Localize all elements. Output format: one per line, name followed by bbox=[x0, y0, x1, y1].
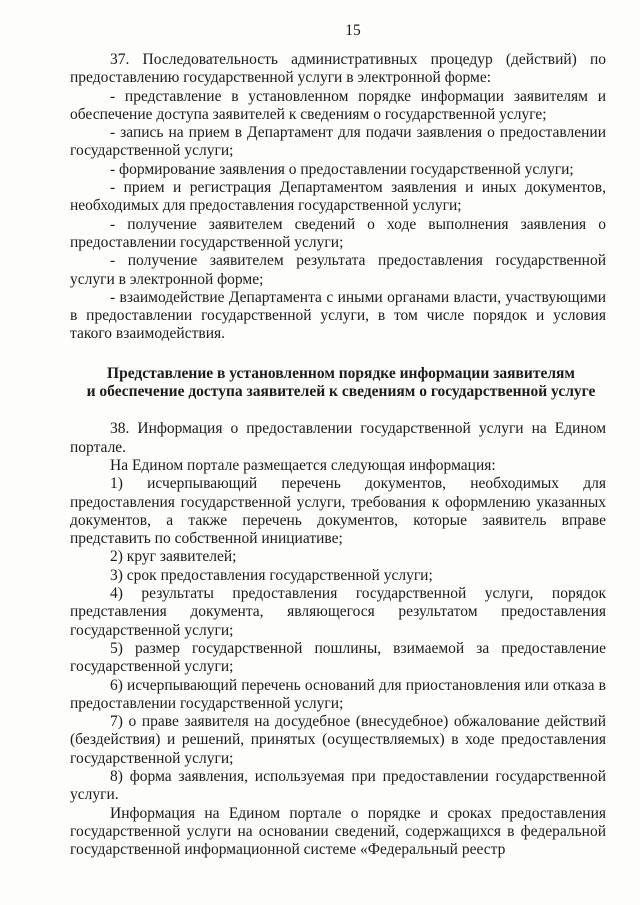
paragraph-38-intro: 38. Информация о предоставлении государственной услуги на Едином портале. bbox=[70, 420, 606, 456]
list-item: 5) размер государственной пошлины, взимаемой за предоставление государственной услуги; bbox=[70, 639, 606, 676]
list-item: - прием и регистрация Департаментом заявления и иных документов, необходимых для предоставления государственной услуги; bbox=[70, 179, 606, 215]
list-item: 1) исчерпывающий перечень документов, необходимых для предоставления государственной услуги, требования к оформлению указанных документов, а также перечень документов, которые заявитель вправе представить по собственной инициативе; bbox=[70, 475, 606, 548]
page-number: 15 bbox=[345, 22, 361, 39]
list-item: 3) срок предоставления государственной услуги; bbox=[110, 566, 433, 584]
list-item: 4) результаты предоставления государственной услуги, порядок представления документа, являющегося результатом предоставления государственной услуги; bbox=[70, 585, 606, 639]
paragraph: Информация на Едином портале о порядке и сроках предоставления государственной услуги на основании сведений, содержащихся в федеральной государственной информационной системе «Федеральный реестр bbox=[70, 804, 606, 859]
list-item: 2) круг заявителей; bbox=[110, 548, 237, 566]
paragraph-37-intro: 37. Последовательность административных процедур (действий) по предоставлению государственной услуги в электронной форме: bbox=[70, 51, 606, 87]
heading-line-1: Представление в установленном порядке информации заявителям bbox=[107, 364, 575, 382]
list-item: - получение заявителем сведений о ходе выполнения заявления о предоставлении государственной услуги; bbox=[70, 215, 606, 251]
paragraph: На Едином портале размещается следующая информация: bbox=[110, 456, 496, 474]
list-item: 6) исчерпывающий перечень оснований для приостановления или отказа в предоставлении государственной услуги; bbox=[70, 676, 606, 712]
list-item: 8) форма заявления, используемая при предоставлении государственной услуги. bbox=[70, 767, 606, 804]
list-item: - получение заявителем результата предоставления государственной услуги в электронной форме; bbox=[70, 252, 606, 288]
list-item: 7) о праве заявителя на досудебное (внесудебное) обжалование действий (бездействия) и решений, принятых (осуществляемых) в ходе предоставления государственной услуги; bbox=[70, 713, 606, 767]
section-38 bbox=[70, 420, 606, 859]
heading-line-2: и обеспечение доступа заявителей к сведениям о государственной услуге bbox=[86, 383, 596, 401]
list-item: - представление в установленном порядке информации заявителям и обеспечение доступа заявителей к сведениям о государственной услуге; bbox=[70, 87, 606, 123]
list-item: - взаимодействие Департамента с иными органами власти, участвующими в предоставлении государственной услуги, в том числе порядок и условия такого взаимодействия. bbox=[70, 288, 606, 343]
list-item: - формирование заявления о предоставлении государственной услуги; bbox=[110, 160, 574, 178]
section-37 bbox=[70, 51, 606, 344]
section-heading bbox=[70, 365, 606, 402]
list-item: - запись на прием в Департамент для подачи заявления о предоставлении государственной услуги; bbox=[70, 124, 606, 160]
